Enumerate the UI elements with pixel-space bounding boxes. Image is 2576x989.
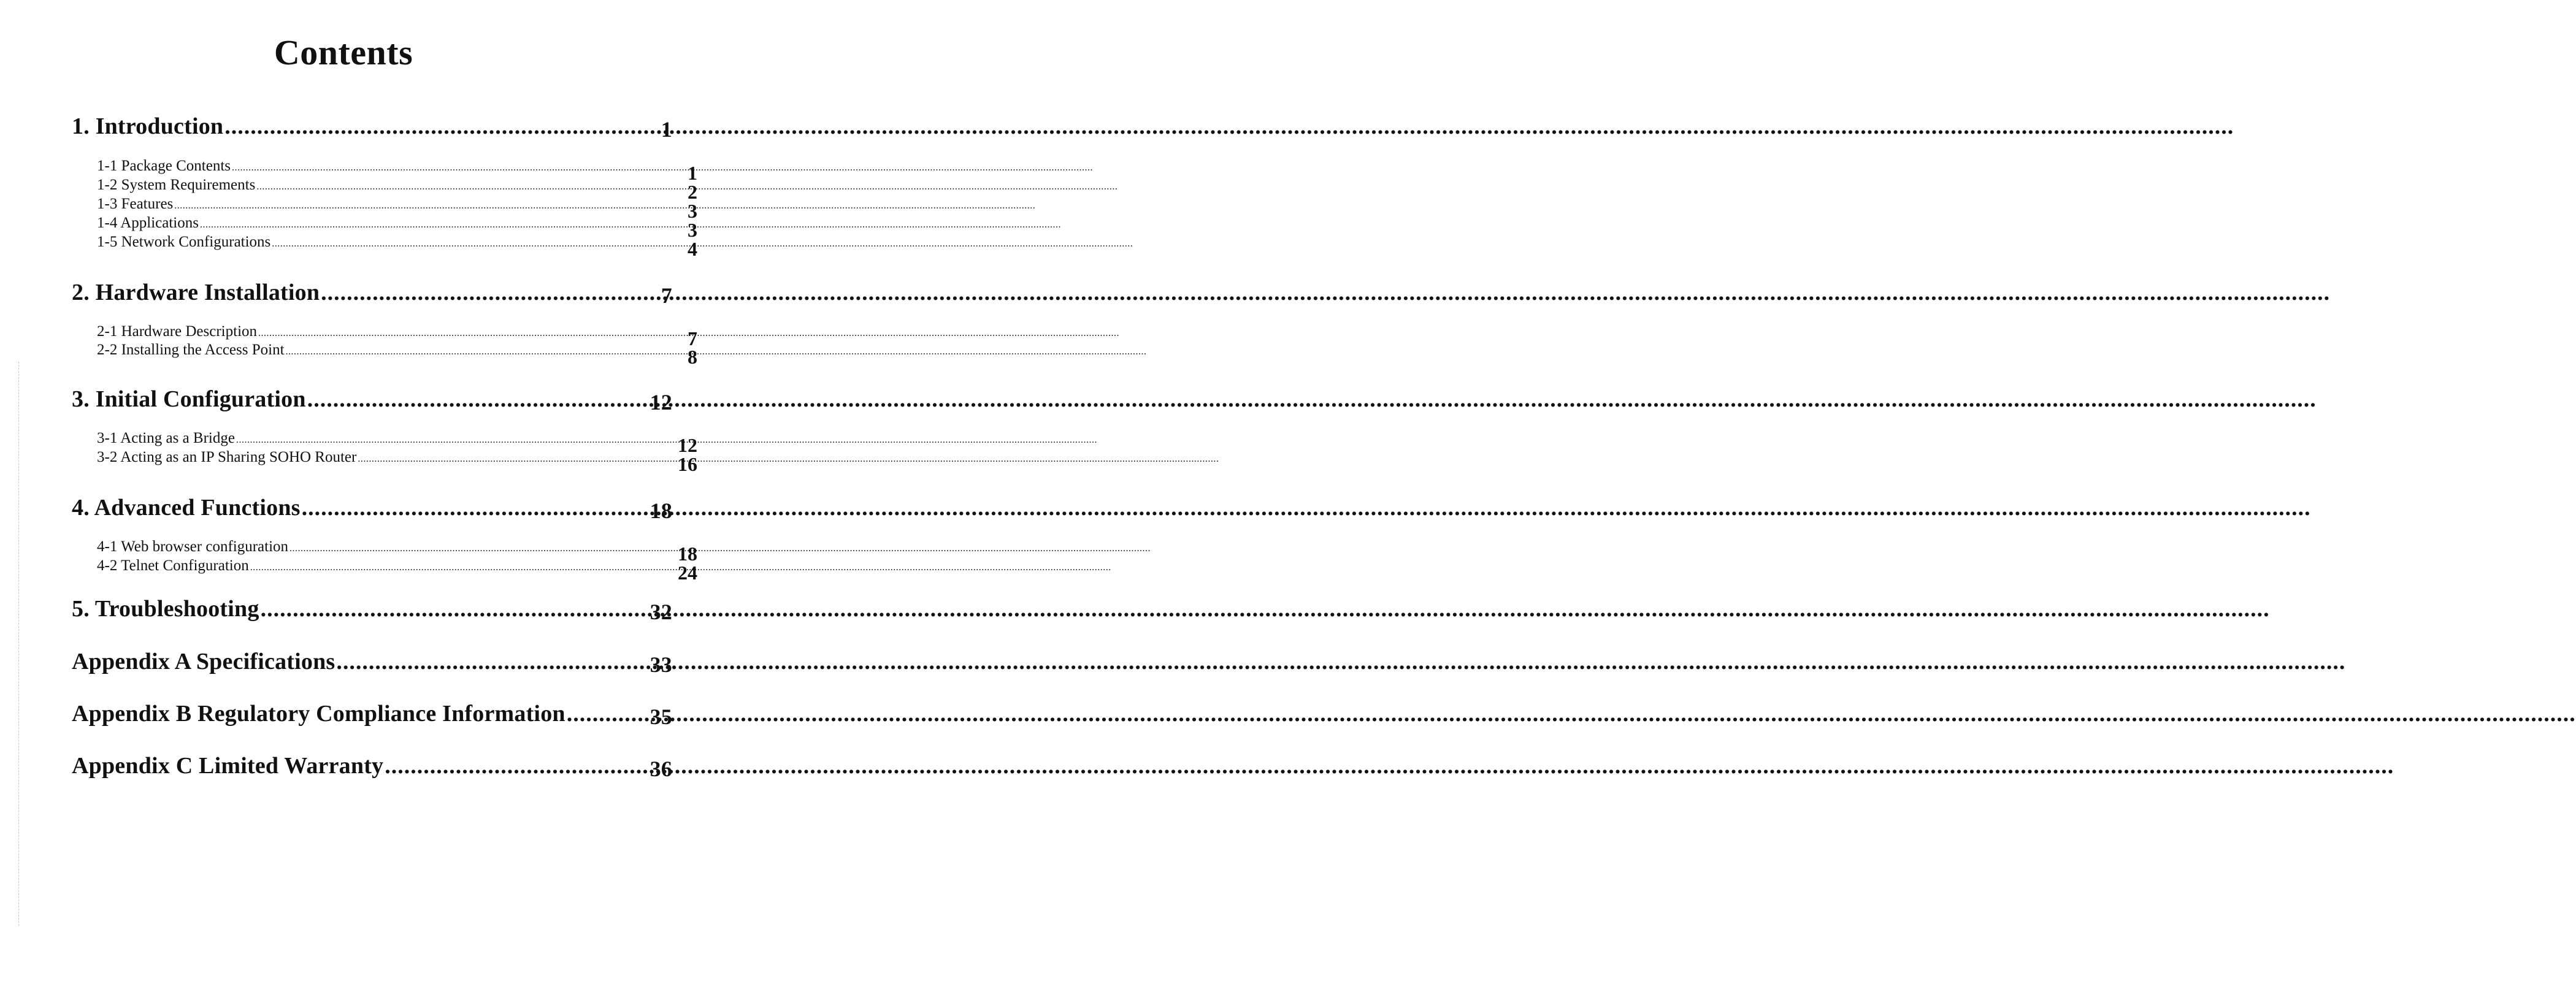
toc-chapter-hardware-installation[interactable] xyxy=(72,279,672,308)
toc-chapter-label: Appendix B Regulatory Compliance Information xyxy=(72,701,565,727)
toc-section-3-2[interactable] xyxy=(97,449,697,475)
toc-section-label: 2-2 Installing the Access Point xyxy=(97,342,285,358)
toc-section-1-2[interactable] xyxy=(97,177,697,203)
leader-dots xyxy=(385,752,2394,779)
toc-page-number: 33 xyxy=(650,652,672,677)
page-title: Contents xyxy=(274,32,413,72)
toc-page-number: 18 xyxy=(650,498,672,523)
leader-dots xyxy=(358,454,1219,465)
toc-page-number: 36 xyxy=(650,757,672,781)
toc-appendix-c[interactable] xyxy=(72,752,672,781)
toc-section-3-1[interactable] xyxy=(97,430,697,456)
toc-section-1-5[interactable] xyxy=(97,234,697,260)
toc-section-label: 1-2 System Requirements xyxy=(97,177,256,193)
toc-chapter-label: Appendix A Specifications xyxy=(72,649,335,674)
toc-section-label: 4-1 Web browser configuration xyxy=(97,538,289,555)
toc-page-number: 32 xyxy=(650,600,672,624)
toc-chapter-label: 3. Initial Configuration xyxy=(72,386,306,412)
leader-dots xyxy=(286,346,1147,357)
toc-page-number: 1 xyxy=(688,162,697,184)
toc-page-number: 7 xyxy=(661,283,672,308)
toc-section-1-3[interactable] xyxy=(97,196,697,222)
toc-chapter-introduction[interactable] xyxy=(72,113,672,142)
toc-chapter-label: Appendix C Limited Warranty xyxy=(72,753,384,779)
toc-section-label: 1-3 Features xyxy=(97,196,174,212)
leader-dots xyxy=(272,239,1133,250)
leader-dots xyxy=(224,113,2234,140)
toc-section-4-2[interactable] xyxy=(97,557,697,584)
toc-page-number: 12 xyxy=(650,390,672,414)
leader-dots xyxy=(174,200,1035,212)
toc-page-number: 35 xyxy=(650,705,672,729)
toc-chapter-initial-configuration[interactable] xyxy=(72,386,672,414)
toc-page-number: 8 xyxy=(688,346,697,368)
toc-section-label: 2-1 Hardware Description xyxy=(97,323,258,340)
toc-section-2-1[interactable] xyxy=(97,323,697,349)
leader-dots xyxy=(200,220,1061,231)
toc-chapter-label: 4. Advanced Functions xyxy=(72,495,301,521)
toc-section-1-4[interactable] xyxy=(97,215,697,241)
toc-page-number: 18 xyxy=(678,543,697,565)
toc-page-number: 4 xyxy=(688,238,697,260)
toc-page-number: 1 xyxy=(661,117,672,142)
toc-page-number: 16 xyxy=(678,453,697,475)
toc-chapter-label: 2. Hardware Installation xyxy=(72,280,320,305)
toc-page-number: 3 xyxy=(688,200,697,222)
toc-section-1-1[interactable] xyxy=(97,158,697,184)
toc-page-number: 12 xyxy=(678,434,697,456)
toc-section-label: 4-2 Telnet Configuration xyxy=(97,557,249,574)
leader-dots xyxy=(307,386,2317,413)
toc-page-number: 2 xyxy=(688,181,697,203)
toc-section-label: 1-4 Applications xyxy=(97,215,199,231)
toc-section-label: 1-1 Package Contents xyxy=(97,158,231,174)
contents-page xyxy=(0,0,697,989)
toc-chapter-label: 1. Introduction xyxy=(72,113,224,139)
leader-dots xyxy=(261,595,2270,622)
toc-page-number: 3 xyxy=(688,219,697,241)
toc-appendix-a[interactable] xyxy=(72,648,672,677)
toc-section-label: 3-2 Acting as an IP Sharing SOHO Router xyxy=(97,449,357,465)
toc-chapter-label: 5. Troubleshooting xyxy=(72,596,259,622)
toc-section-4-1[interactable] xyxy=(97,538,697,565)
leader-dots xyxy=(289,543,1151,554)
toc-page-number: 7 xyxy=(688,327,697,349)
toc-section-label: 1-5 Network Configurations xyxy=(97,234,271,250)
toc-appendix-b[interactable] xyxy=(72,700,672,729)
toc-chapter-advanced-functions[interactable] xyxy=(72,494,672,523)
scan-margin-marks xyxy=(18,362,20,926)
toc-chapter-troubleshooting[interactable] xyxy=(72,595,672,624)
leader-dots xyxy=(567,700,2576,727)
toc-section-2-2[interactable] xyxy=(97,342,697,368)
leader-dots xyxy=(302,494,2311,521)
toc-page-number: 24 xyxy=(678,562,697,584)
toc-section-label: 3-1 Acting as a Bridge xyxy=(97,430,235,446)
leader-dots xyxy=(321,279,2330,306)
